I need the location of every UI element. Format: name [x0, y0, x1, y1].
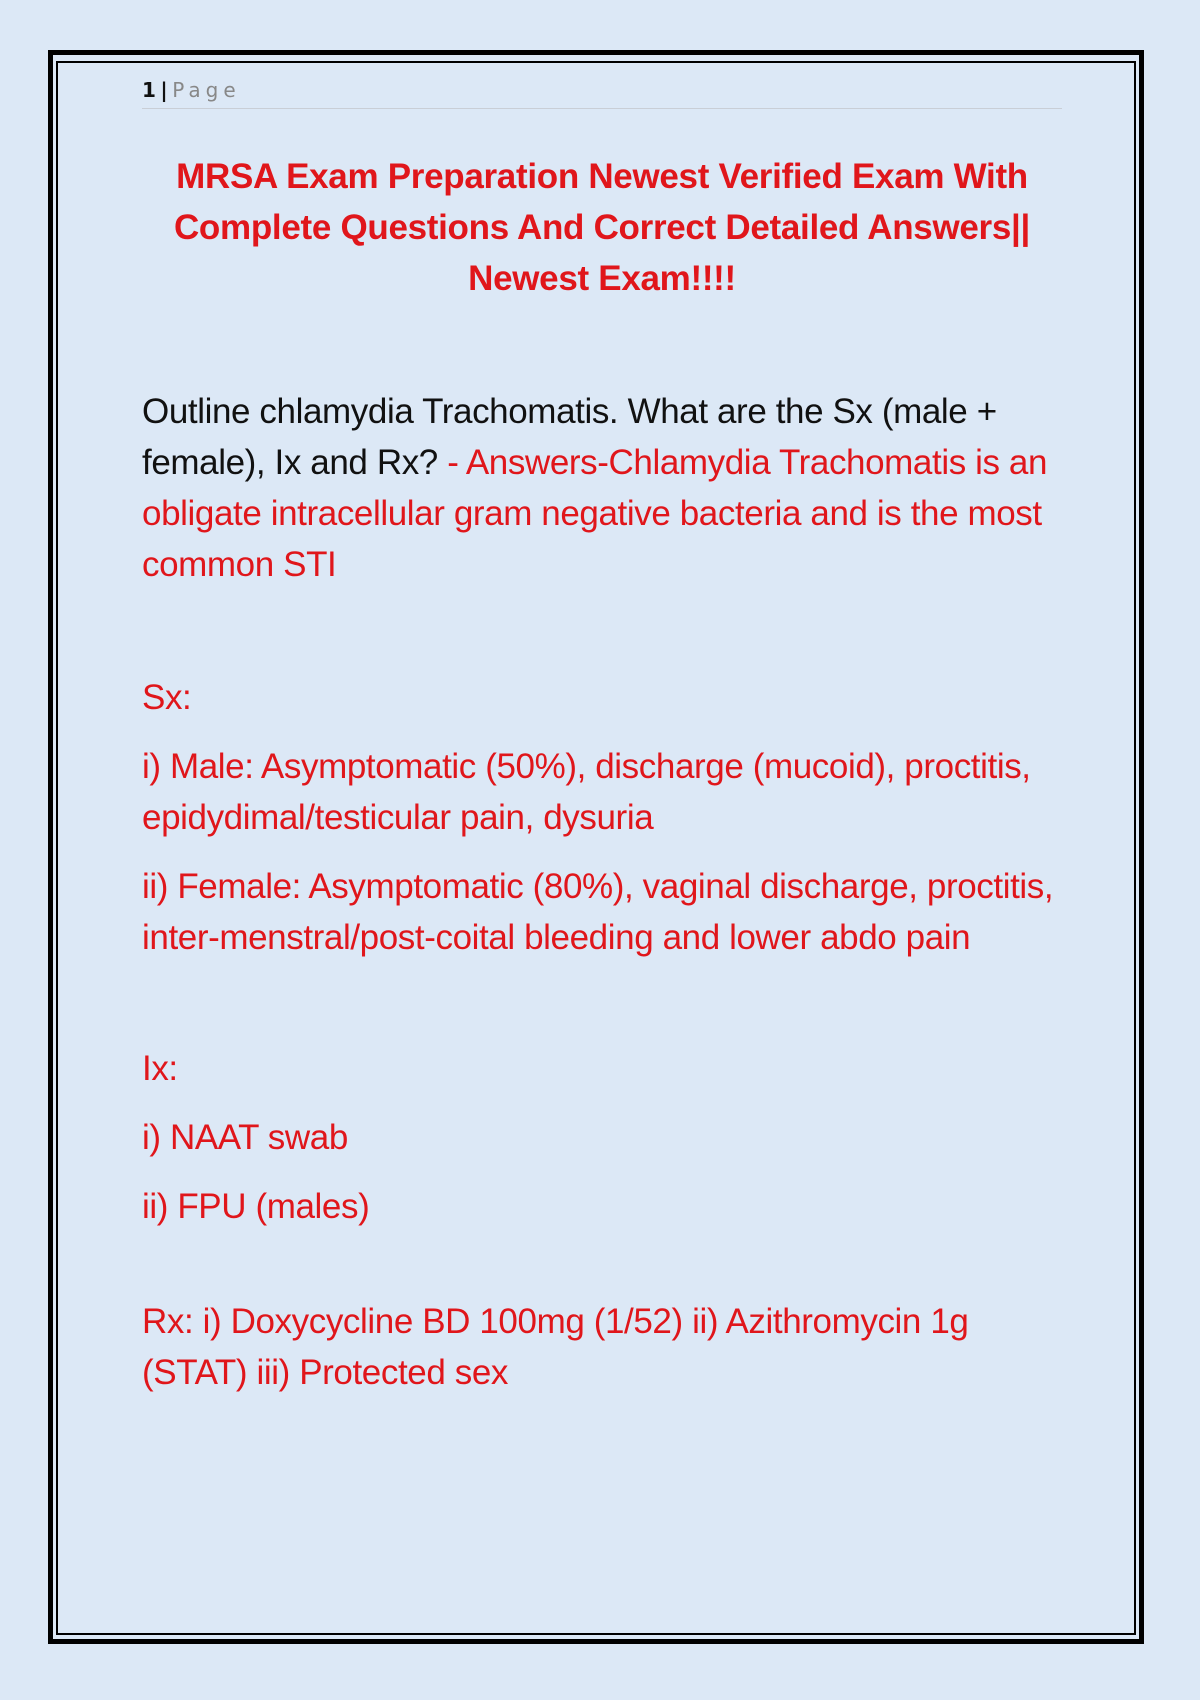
sx-male: i) Male: Asymptomatic (50%), discharge (mucoid), proctitis, epidydimal/testicular pain, dysuria — [142, 747, 1031, 837]
question-block — [142, 386, 1062, 590]
title-line-3: Newest Exam!!!! — [468, 259, 736, 298]
rx-paragraph: Rx: i) Doxycycline BD 100mg (1/52) ii) Azithromycin 1g (STAT) iii) Protected sex — [142, 1302, 969, 1392]
answer-intro: - Answers-Chlamydia Trachomatis is an obligate intracellular gram negative bacteria and is the most common STI — [142, 443, 1048, 584]
page-word: Page — [172, 78, 241, 102]
document-title — [142, 151, 1062, 304]
title-line-1: MRSA Exam Preparation Newest Verified Exam With — [176, 157, 1028, 196]
page-header — [142, 78, 1062, 109]
sx-heading: Sx: — [142, 678, 192, 717]
page-number: 1 — [142, 78, 157, 102]
page-separator: | — [160, 78, 169, 102]
title-line-2: Complete Questions And Correct Detailed Answers|| — [173, 208, 1031, 247]
ix-heading: Ix: — [142, 1049, 178, 1088]
page-content — [142, 78, 1062, 1398]
sx-female: ii) Female: Asymptomatic (80%), vaginal discharge, proctitis, inter-menstral/post-coital bleeding and lower abdo pain — [142, 867, 1054, 957]
ix-item-2: ii) FPU (males) — [142, 1187, 370, 1226]
ix-item-1: i) NAAT swab — [142, 1118, 348, 1157]
question-prompt: Outline chlamydia Trachomatis. What are the Sx (male + female), Ix and Rx? — [142, 392, 997, 482]
